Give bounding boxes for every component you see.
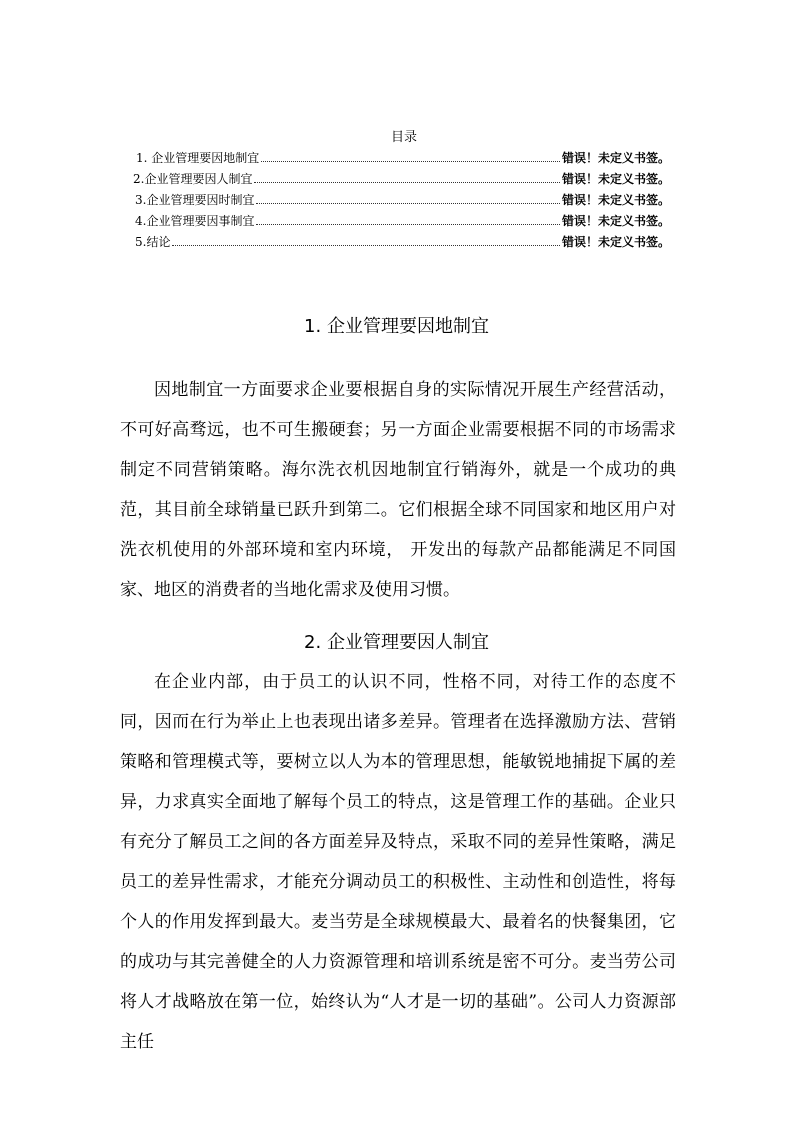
toc-leader-dots bbox=[261, 161, 560, 162]
toc-entry-page: 错误！未定义书签。 bbox=[561, 172, 670, 186]
toc-leader-dots bbox=[256, 224, 560, 225]
toc-entry-label[interactable]: 5.结论 bbox=[135, 235, 171, 249]
toc-entry[interactable] bbox=[130, 211, 670, 232]
toc-entry-label[interactable]: 1. 企业管理要因地制宜 bbox=[136, 151, 260, 165]
toc-entry-page: 错误！未定义书签。 bbox=[561, 151, 670, 165]
toc-entry-label[interactable]: 2.企业管理要因人制宜 bbox=[133, 172, 253, 186]
table-of-contents bbox=[130, 128, 670, 253]
toc-entry-page: 错误！未定义书签。 bbox=[561, 214, 670, 228]
toc-leader-dots bbox=[254, 182, 560, 183]
toc-entry-page: 错误！未定义书签。 bbox=[561, 193, 670, 207]
toc-entry-label[interactable]: 4.企业管理要因事制宜 bbox=[135, 214, 255, 228]
toc-entry[interactable] bbox=[130, 148, 670, 169]
section-2-heading: 2. 企业管理要因人制宜 bbox=[304, 632, 489, 653]
toc-leader-dots bbox=[172, 245, 560, 246]
toc-entry[interactable] bbox=[130, 232, 670, 253]
section-1-heading: 1. 企业管理要因地制宜 bbox=[304, 316, 489, 337]
toc-title: 目录 bbox=[390, 130, 417, 145]
toc-entry-page: 错误！未定义书签。 bbox=[561, 235, 670, 249]
toc-leader-dots bbox=[256, 203, 560, 204]
toc-entry-label[interactable]: 3.企业管理要因时制宜 bbox=[135, 193, 255, 207]
section-1-paragraph: 因地制宜一方面要求企业要根据自身的实际情况开展生产经营活动，不可好高骛远，也不可生搬硬套；另一方面企业需要根据不同的市场需求制定不同营销策略。海尔洗衣机因地制宜行销海外，就是一个成功的典范，其目前全球销量已跃升到第二。它们根据全球不同国家和地区用户对洗衣机使用的外部环境和室内环境， 开发出的每款产品都能满足不同国家、地区的消费者的当地化需求及使用习惯。 bbox=[120, 380, 676, 600]
section-2-paragraph: 在企业内部，由于员工的认识不同，性格不同，对待工作的态度不同，因而在行为举止上也表现出诸多差异。管理者在选择激励方法、营销策略和管理模式等，要树立以人为本的管理思想，能敏锐地捕捉下属的差异，力求真实全面地了解每个员工的特点，这是管理工作的基础。企业只有充分了解员工之间的各方面差异及特点，采取不同的差异性策略，满足员工的差异性需求，才能充分调动员工的积极性、主动性和创造性，将每个人的作用发挥到最大。麦当劳是全球规模最大、最着名的快餐集团，它的成功与其完善健全的人力资源管理和培训系统是密不可分。麦当劳公司将人才战略放在第一位，始终认为“人才是一切的基础”。公司人力资源部主任 bbox=[120, 672, 676, 1052]
toc-entry[interactable] bbox=[130, 190, 670, 211]
toc-entry[interactable] bbox=[130, 169, 670, 190]
